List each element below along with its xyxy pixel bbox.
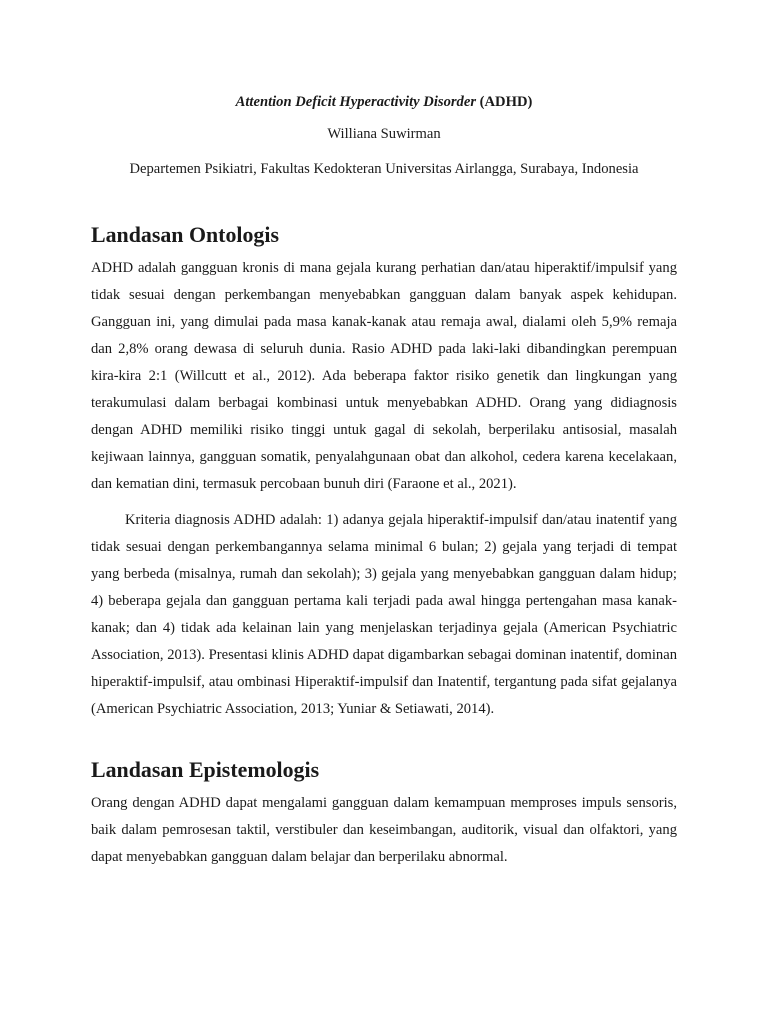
paragraph: Orang dengan ADHD dapat mengalami gangguan dalam kemampuan memproses impuls sensoris, baik dalam pemrosesan taktil, verstibuler dan keseimbangan, auditorik, visual dan olfaktori, yang dapat menyebabkan gangguan dalam belajar dan berperilaku abnormal. bbox=[91, 795, 677, 865]
paragraph: Kriteria diagnosis ADHD adalah: 1) adanya gejala hiperaktif-impulsif dan/atau inatentif yang tidak sesuai dengan perkembangannya selama minimal 6 bulan; 2) gejala yang terjadi di tempat yang berbeda (misalnya, rumah dan sekolah); 3) gejala yang menyebabkan gangguan dalam hidup; 4) beberapa gejala dan gangguan pertama kali terjadi pada awal hingga pertengahan masa kanak-kanak; dan 4) tidak ada kelainan lain yang menjelaskan terjadinya gejala (American Psychiatric Association, 2013). Presentasi klinis ADHD dapat digambarkan sebagai dominan inatentif, dominan hiperaktif-impulsif, atau ombinasi Hiperaktif-impulsif dan Inatentif, tergantung pada sifat gejalanya (American Psychiatric Association, 2013; Yuniar & Setiawati, 2014). bbox=[91, 512, 677, 717]
section-heading-ontologis: Landasan Ontologis bbox=[91, 222, 279, 247]
author-affiliation: Departemen Psikiatri, Fakultas Kedokteran Universitas Airlangga, Surabaya, Indonesia bbox=[129, 161, 639, 177]
author-name: Williana Suwirman bbox=[327, 126, 441, 142]
document-page bbox=[91, 93, 677, 871]
document-title bbox=[91, 93, 677, 111]
paragraph: ADHD adalah gangguan kronis di mana gejala kurang perhatian dan/atau hiperaktif/impulsif yang tidak sesuai dengan perkembangan menyebabkan gangguan dalam banyak aspek kehidupan. Gangguan ini, yang dimulai pada masa kanak-kanak atau remaja awal, dialami oleh 5,9% remaja dan 2,8% orang dewasa di seluruh dunia. Rasio ADHD pada laki-laki dibandingkan perempuan kira-kira 2:1 (Willcutt et al., 2012). Ada beberapa faktor risiko genetik dan lingkungan yang terakumulasi dalam berbagai kombinasi untuk menyebabkan ADHD. Orang yang didiagnosis dengan ADHD memiliki risiko tinggi untuk gagal di sekolah, berperilaku antisosial, masalah kejiwaan lainnya, gangguan somatik, penyalahgunaan obat dan alkohol, cedera karena kecelakaan, dan kematian dini, termasuk percobaan bunuh diri (Faraone et al., 2021). bbox=[91, 260, 677, 492]
section-heading-epistemologis: Landasan Epistemologis bbox=[91, 757, 320, 782]
document-title-suffix: (ADHD) bbox=[476, 94, 533, 110]
document-title-italic: Attention Deficit Hyperactivity Disorder bbox=[235, 94, 476, 110]
